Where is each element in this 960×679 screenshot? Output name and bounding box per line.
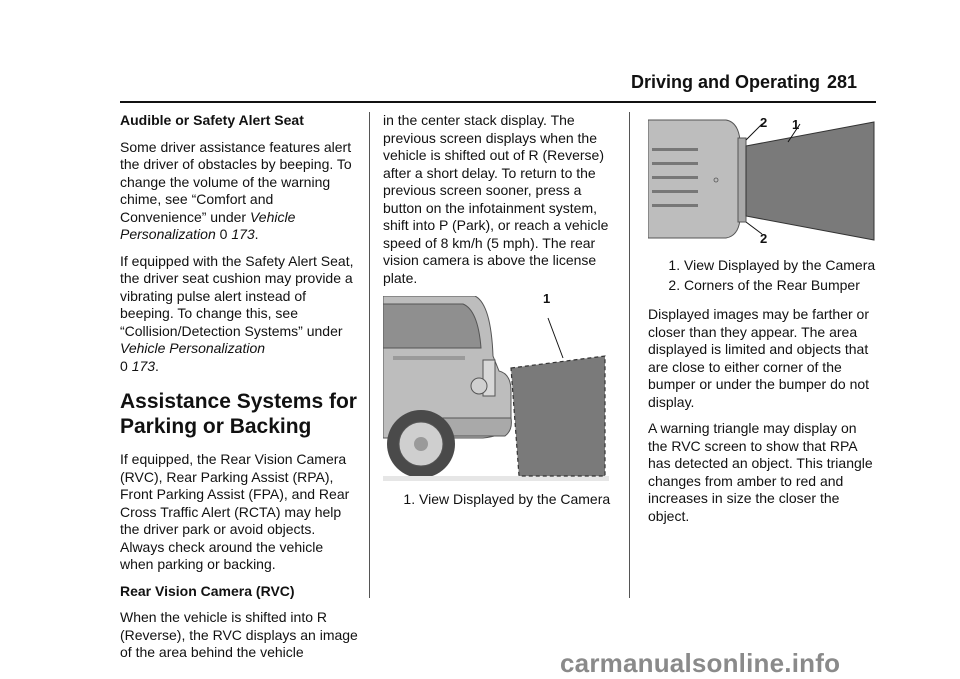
- paragraph-text: If equipped with the Safety Alert Seat, the driver seat cushion may provide a vibrating pulse alert instead of beeping. To change this, see “Collision/Detection Systems” under: [120, 252, 354, 339]
- page-header: [0, 0, 960, 100]
- audible-alert-paragraph-1: Some driver assistance features alert the driver of obstacles by beeping. To change the volume of the warning chime, see “Comfort and Convenience” under Vehicle Personalization 0 173.: [120, 138, 352, 242]
- rvc-heading: Rear Vision Camera (RVC): [120, 582, 295, 599]
- page-ref-arrow-icon: 0: [120, 357, 128, 374]
- rear-figure-label: 1: [543, 291, 551, 306]
- warning-triangle-paragraph: A warning triangle may display on the RVC screen to show that RPA has detected an object. This triangle changes from amber to red and increases in size the closer the object.: [648, 420, 873, 524]
- audible-alert-heading: Audible or Safety Alert Seat: [120, 112, 304, 128]
- paragraph-text: Some driver assistance features alert the driver of obstacles by beeping. To change the volume of the warning chime, see “Comfort and Convenience” under: [120, 138, 352, 225]
- rvc-paragraph: When the vehicle is shifted into R (Reverse), the RVC displays an image of the area behind the vehicle: [120, 609, 358, 660]
- cross-reference-link[interactable]: Vehicle Personalization: [120, 340, 266, 356]
- column-1: [120, 112, 360, 671]
- column-divider: [629, 112, 630, 598]
- page-reference[interactable]: 173: [231, 226, 255, 242]
- assistance-paragraph: If equipped, the Rear Vision Camera (RVC), Rear Parking Assist (RPA), Front Parking Assist (FPA), and Rear Cross Traffic Alert (RCTA) may help the driver park or avoid objects. Always check around the vehicle when parking or backing.: [120, 451, 350, 572]
- cross-reference-link[interactable]: Vehicle Personalization: [120, 208, 296, 242]
- column-2: [383, 112, 618, 521]
- column-3: [648, 112, 878, 534]
- page-reference[interactable]: 173: [131, 357, 156, 374]
- top-figure-caption: [648, 257, 878, 294]
- caption-item: 2. Corners of the Rear Bumper: [684, 277, 878, 295]
- section-title: Driving and Operating: [631, 72, 821, 92]
- page-ref-arrow-icon: 0: [219, 226, 228, 242]
- header-rule: [120, 101, 876, 103]
- column-divider: [369, 112, 370, 598]
- rear-figure-caption: [383, 491, 618, 509]
- page-number: 281: [827, 72, 858, 92]
- audible-alert-paragraph-2: If equipped with the Safety Alert Seat, the driver seat cushion may provide a vibrating pulse alert instead of beeping. To change this, see “Collision/Detection Systems” under Vehicle Personalization 0 173.: [120, 252, 354, 374]
- display-limits-paragraph: Displayed images may be farther or closer than they appear. The area displayed is limited and objects that are close to either corner of the bumper or under the bumper do not display.: [648, 306, 870, 410]
- section-heading: Assistance Systems for Parking or Backing: [120, 390, 357, 438]
- top-down-camera-view-illustration: [648, 112, 878, 247]
- top-figure-label: 2: [760, 115, 768, 130]
- rvc-continued-paragraph: in the center stack display. The previous screen displays when the vehicle is shifted out of R (Reverse) after a short delay. To return to the previous screen sooner, press a button on the infotainment system, shift into P (Park), or reach a vehicle speed of 8 km/h (5 mph). The rear vision camera is above the license plate.: [383, 112, 609, 286]
- rear-camera-view-illustration: [383, 296, 609, 481]
- caption-item: 1. View Displayed by the Camera: [419, 491, 618, 509]
- watermark: carmanualsonline.info: [560, 648, 841, 678]
- caption-item: 1. View Displayed by the Camera: [684, 257, 878, 275]
- top-figure-label: 2: [760, 231, 768, 246]
- top-figure-label: 1: [792, 117, 800, 132]
